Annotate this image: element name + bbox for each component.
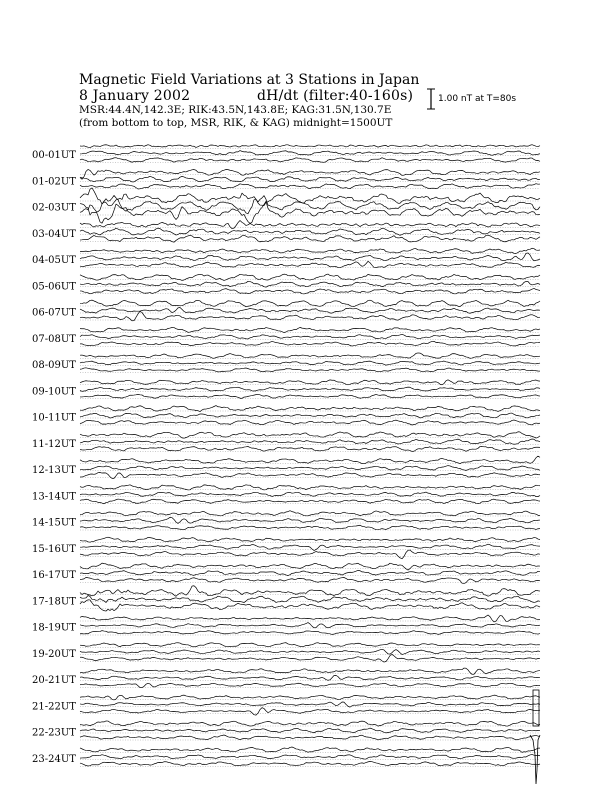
trace-KAG <box>80 695 540 700</box>
station-order-note: (from bottom to top, MSR, RIK, & KAG) midnight=1500UT <box>79 117 393 129</box>
trace-RIK <box>80 176 540 182</box>
trace-KAG <box>80 485 540 490</box>
scale-bar <box>427 89 435 109</box>
hour-label: 04-05UT <box>32 255 76 266</box>
chart-title: Magnetic Field Variations at 3 Stations in Japan <box>79 72 420 88</box>
trace-MSR <box>80 525 540 529</box>
trace-KAG <box>80 643 540 647</box>
hour-label: 18-19UT <box>32 622 76 634</box>
trace-MSR <box>80 341 540 346</box>
trace-RIK <box>80 570 540 575</box>
trace-MSR <box>80 499 540 504</box>
chart-filter: dH/dt (filter:40-160s) <box>257 88 414 104</box>
trace-RIK <box>80 253 540 261</box>
hour-label: 07-08UT <box>32 333 76 345</box>
trace-KAG <box>80 169 540 179</box>
trace-MSR <box>80 446 540 451</box>
trace-RIK <box>80 466 540 471</box>
trace-KAG <box>80 747 540 752</box>
trace-RIK <box>80 596 540 603</box>
hour-label: 22-23UT <box>32 727 76 739</box>
hour-label: 06-07UT <box>32 307 76 319</box>
trace-KAG <box>80 721 540 726</box>
station-coordinates: MSR:44.4N,142.3E; RIK:43.5N,143.8E; KAG:31.5N,130.7E <box>79 104 392 116</box>
trace-MSR <box>80 288 540 294</box>
trace-KAG <box>80 406 540 412</box>
trace-RIK <box>80 649 540 654</box>
trace-RIK <box>80 544 540 550</box>
trace-KAG <box>80 380 540 385</box>
trace-MSR <box>80 735 540 740</box>
trace-RIK <box>80 728 540 733</box>
trace-MSR <box>80 631 540 635</box>
trace-MSR <box>80 368 540 372</box>
trace-RIK <box>80 675 540 680</box>
hour-label: 17-18UT <box>32 596 76 608</box>
trace-KAG <box>80 511 540 516</box>
trace-RIK <box>80 623 540 628</box>
hour-label: 09-10UT <box>32 386 76 398</box>
trace-RIK <box>80 334 540 339</box>
trace-KAG <box>80 188 540 206</box>
hour-label: 23-24UT <box>32 753 76 765</box>
hour-label: 00-01UT <box>32 150 76 161</box>
trace-MSR <box>80 420 540 425</box>
trace-RIK <box>80 413 540 418</box>
trace-RIK <box>80 195 540 215</box>
trace-KAG <box>80 145 540 148</box>
chart-date: 8 January 2002 <box>79 88 191 104</box>
hour-label: 03-04UT <box>32 228 76 240</box>
hour-label: 05-06UT <box>32 281 76 293</box>
trace-MSR <box>80 683 540 687</box>
hour-label: 15-16UT <box>32 543 76 555</box>
trace-MSR <box>80 158 540 163</box>
trace-KAG <box>80 353 540 358</box>
trace-KAG <box>80 248 540 253</box>
trace-MSR <box>80 184 540 189</box>
hour-label: 08-09UT <box>32 360 76 371</box>
hour-label: 02-03UT <box>32 202 76 214</box>
trace-MSR <box>80 550 540 559</box>
trace-RIK <box>80 387 540 391</box>
trace-RIK <box>80 492 540 496</box>
trace-KAG <box>80 563 540 570</box>
trace-MSR <box>80 654 540 662</box>
hour-label: 21-22UT <box>32 701 76 713</box>
hour-label: 10-11UT <box>32 412 76 424</box>
trace-RIK <box>80 754 540 759</box>
trace-KAG <box>80 456 540 464</box>
trace-RIK <box>80 151 540 156</box>
trace-RIK <box>80 307 540 313</box>
trace-MSR <box>80 201 540 223</box>
trace-RIK <box>80 281 540 287</box>
hour-label: 11-12UT <box>32 438 76 450</box>
hour-label: 20-21UT <box>32 675 76 686</box>
trace-RIK <box>80 702 540 707</box>
trace-spike-box <box>533 690 539 726</box>
trace-RIK <box>80 439 540 444</box>
trace-MSR <box>80 394 540 398</box>
trace-RIK <box>80 517 540 523</box>
scale-label: 1.00 nT at T=80s <box>438 94 517 104</box>
hour-label: 12-13UT <box>32 465 76 476</box>
trace-MSR <box>80 261 540 267</box>
trace-KAG <box>80 537 540 542</box>
hour-label: 13-14UT <box>32 491 76 503</box>
hour-label: 16-17UT <box>32 570 76 581</box>
hour-label: 01-02UT <box>32 176 76 188</box>
hour-label: 14-15UT <box>32 517 76 529</box>
trace-RIK <box>80 361 540 365</box>
trace-KAG <box>80 327 540 332</box>
trace-MSR <box>80 761 540 766</box>
hour-label: 19-20UT <box>32 648 76 660</box>
